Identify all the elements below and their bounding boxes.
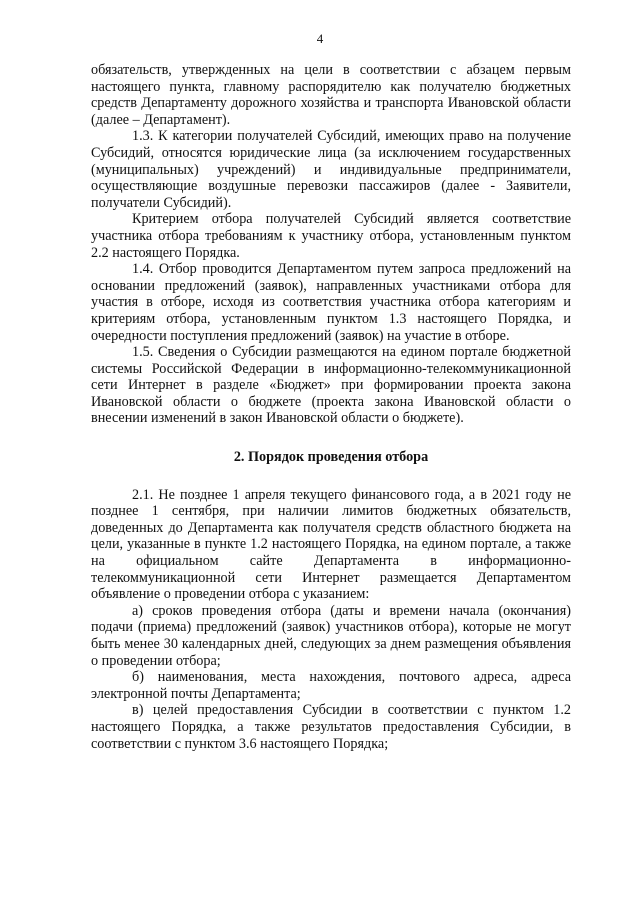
paragraph-2-1-b: б) наименования, места нахождения, почтового адреса, адреса электронной почты Департамента;	[91, 669, 571, 702]
paragraphs-before	[91, 62, 571, 427]
paragraph-1-5: 1.5. Сведения о Субсидии размещаются на едином портале бюджетной системы Российской Федерации в информационно-телекоммуникационной сети Интернет в разделе «Бюджет» при формировании проекта закона Ивановской области о бюджете (проекта закона Ивановской области о внесении изменений в закон Ивановской области о бюджете).	[91, 344, 571, 427]
document-body	[91, 62, 571, 752]
paragraph-1-4: 1.4. Отбор проводится Департаментом путем запроса предложений на основании предложений (заявок), направленных участниками отбора для участия в отборе, исходя из соответствия участника отбора категориям и критериям отбора, установленным пунктом 1.3 настоящего Порядка, и очередности поступления предложений (заявок) на участие в отборе.	[91, 261, 571, 344]
paragraph-2-1-v: в) целей предоставления Субсидии в соответствии с пунктом 1.2 настоящего Порядка, а также результатов предоставления Субсидии, в соответствии с пунктом 3.6 настоящего Порядка;	[91, 702, 571, 752]
section-heading: 2. Порядок проведения отбора	[233, 449, 429, 466]
paragraph-2-1-a: а) сроков проведения отбора (даты и времени начала (окончания) подачи (приема) предложений (заявок) участников отбора), которые не могут быть менее 30 календарных дней, следующих за днем размещения объявления о проведении отбора;	[91, 602, 571, 669]
page-number: 4	[316, 31, 324, 46]
paragraphs-after	[91, 487, 571, 753]
paragraph-1-3: 1.3. К категории получателей Субсидий, имеющих право на получение Субсидий, относятся юридические лица (за исключением государственных (муниципальных) учреждений) и индивидуальные предприниматели, осуществляющие воздушные перевозки пассажиров (далее - Заявители, получатели Субсидий).	[91, 128, 571, 211]
paragraph-continuation: обязательств, утвержденных на цели в соответствии с абзацем первым настоящего пункта, главному распорядителю как получателю бюджетных средств Департаменту дорожного хозяйства и транспорта Ивановской области (далее – Департамент).	[91, 62, 571, 128]
paragraph-criterion: Критерием отбора получателей Субсидий является соответствие участника отбора требованиям к участнику отбора, установленным пунктом 2.2 настоящего Порядка.	[91, 211, 571, 261]
paragraph-2-1: 2.1. Не позднее 1 апреля текущего финансового года, а в 2021 году не позднее 1 сентября, при наличии лимитов бюджетных обязательств, доведенных до Департамента как получателя средств областного бюджета на цели, указанные в пункте 1.2 настоящего Порядка, на едином портале, а также на официальном сайте Департамента в информационно-телекоммуникационной сети Интернет размещается Департаментом объявление о проведении отбора с указанием:	[91, 486, 571, 603]
